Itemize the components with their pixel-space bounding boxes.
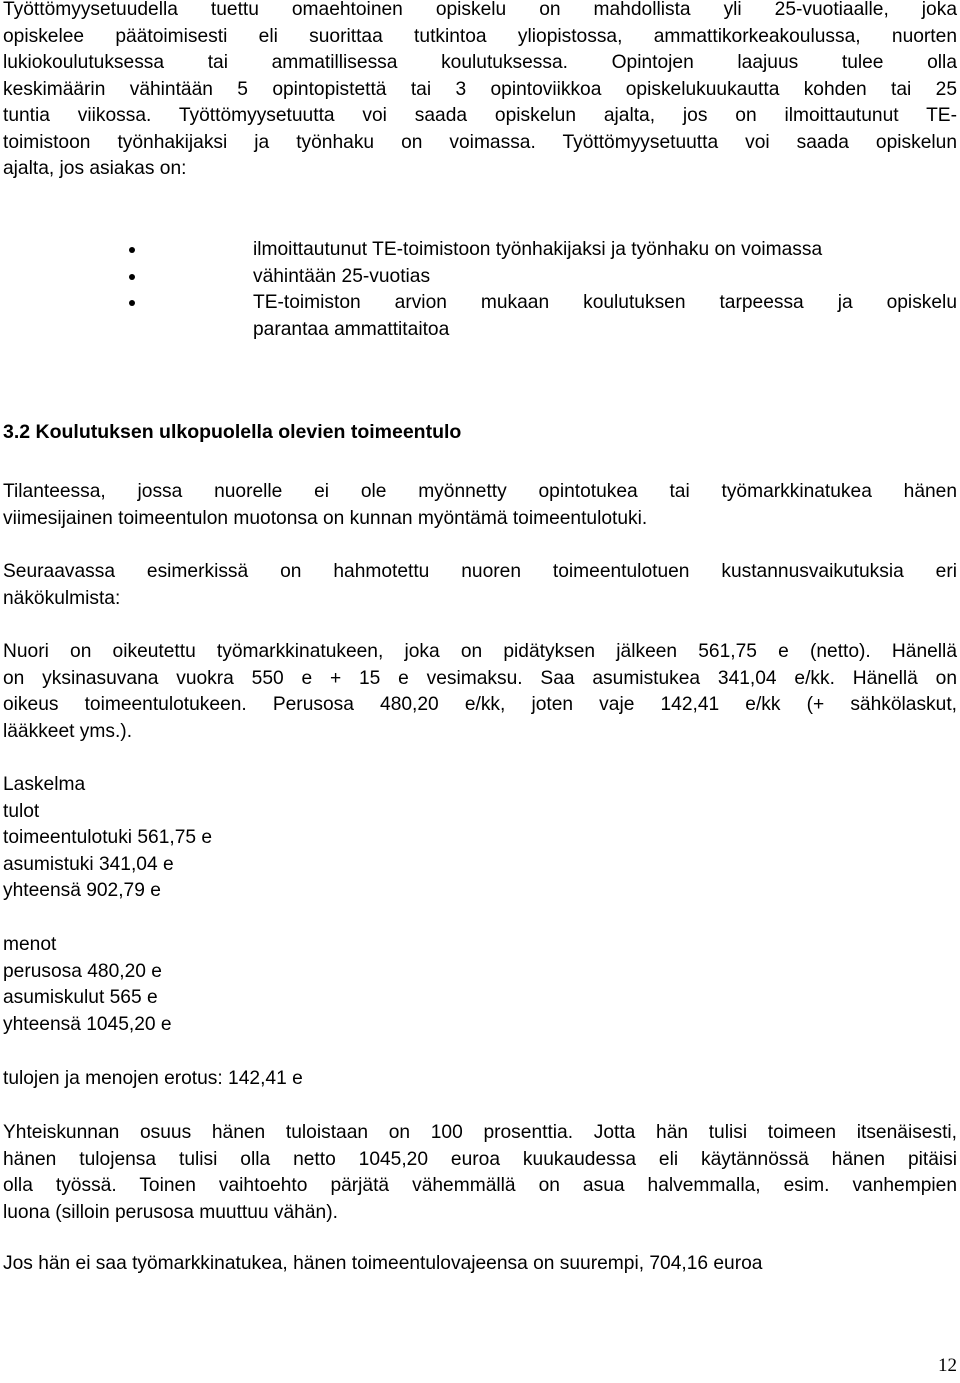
section-heading: 3.2 Koulutuksen ulkopuolella olevien toimeentulo [3, 421, 462, 443]
paragraph-4 [3, 1120, 957, 1226]
expense-total: yhteensä 1045,20 e [3, 1013, 172, 1035]
intro-line: lukiokoulutuksessa tai ammatillisessa koulutuksessa. Opintojen laajuus tulee olla [3, 52, 957, 73]
paragraph-1 [3, 479, 957, 532]
list-item-text: TE-toimiston arvion mukaan koulutuksen tarpeessa ja opiskelu [253, 292, 957, 313]
list-item-text: ilmoittautunut TE-toimistoon työnhakijaksi ja työnhaku on voimassa [253, 239, 823, 260]
paragraph-line: Yhteiskunnan osuus hänen tuloistaan on 100 prosenttia. Jotta hän tulisi toimeen itsenäisesti, [3, 1122, 957, 1143]
paragraph-line: luona (silloin perusosa muuttuu vähän). [3, 1201, 338, 1223]
list-item [0, 264, 957, 291]
paragraph-line: on yksinasuvana vuokra 550 e + 15 e vesimaksu. Saa asumistukea 341,04 e/kk. Hänellä on [3, 667, 957, 689]
paragraph-line: Nuori on oikeutettu työmarkkinatukeen, joka on pidätyksen jälkeen 561,75 e (netto). Hänellä [3, 641, 957, 662]
paragraph-line: Seuraavassa esimerkissä on hahmotettu nuoren toimeentulotuen kustannusvaikutuksia eri [3, 561, 957, 582]
list-item-text: parantaa ammattitaitoa [253, 318, 450, 340]
bullet-icon [129, 274, 135, 280]
list-item [0, 237, 957, 264]
page-number: 12 [938, 1355, 957, 1376]
expense-item: asumiskulut 565 e [3, 987, 158, 1008]
calculation-title: Laskelma [3, 774, 86, 795]
expenses-label: menot [3, 934, 57, 955]
income-total: yhteensä 902,79 e [3, 880, 161, 901]
intro-line: toimistoon työnhakijaksi ja työnhaku on voimassa. Työttömyysetuutta voi saada opiskelun [3, 131, 957, 153]
paragraph-2 [3, 559, 957, 612]
paragraph-line: olla työssä. Toinen vaihtoehto pärjätä vähemmällä on asua halvemmalla, esim. vanhempien [3, 1175, 957, 1196]
paragraph-line: Tilanteessa, jossa nuorelle ei ole myönnetty opintotukea tai työmarkkinatukea hänen [3, 481, 957, 502]
intro-line: tuntia viikossa. Työttömyysetuutta voi saada opiskelun ajalta, jos on ilmoittautunut TE- [3, 105, 957, 126]
intro-line: Työttömyysetuudella tuettu omaehtoinen opiskelu on mahdollista yli 25-vuotiaalle, joka [3, 0, 957, 20]
bullet-icon [129, 300, 135, 306]
income-label: tulot [3, 800, 40, 822]
intro-paragraph [3, 0, 957, 183]
paragraph-line: näkökulmista: [3, 587, 121, 609]
paragraph-line: lääkkeet yms.). [3, 720, 133, 742]
paragraph-5: Jos hän ei saa työmarkkinatukea, hänen toimeentulovajeensa on suurempi, 704,16 euroa [3, 1253, 763, 1274]
income-item: asumistuki 341,04 e [3, 853, 174, 875]
paragraph-line: oikeus toimeentulotukeen. Perusosa 480,20 e/kk, joten vaje 142,41 e/kk (+ sähkölaskut, [3, 694, 957, 715]
intro-line: ajalta, jos asiakas on: [3, 158, 187, 179]
expenses-block [3, 932, 172, 1038]
list-item [0, 290, 957, 343]
paragraph-line: hänen tulojensa tulisi olla netto 1045,20 euroa kuukaudessa eli käytännössä hänen pitäisi [3, 1148, 957, 1170]
list-item-text: vähintään 25-vuotias [253, 265, 431, 287]
income-item: toimeentulotuki 561,75 e [3, 827, 213, 848]
bullet-icon [129, 247, 135, 253]
intro-line: keskimäärin vähintään 5 opintopistettä tai 3 opintoviikkoa opiskelukuukautta kohden tai 25 [3, 78, 957, 100]
intro-line: opiskelee päätoimisesti eli suorittaa tutkintoa yliopistossa, ammattikorkeakoulussa, nuorten [3, 25, 957, 47]
conditions-list [0, 237, 960, 343]
expense-item: perusosa 480,20 e [3, 960, 162, 982]
paragraph-line: viimesijainen toimeentulon muotonsa on kunnan myöntämä toimeentulotuki. [3, 507, 648, 529]
calculation-block [3, 772, 212, 905]
difference-line: tulojen ja menojen erotus: 142,41 e [3, 1068, 303, 1089]
paragraph-3 [3, 639, 957, 745]
